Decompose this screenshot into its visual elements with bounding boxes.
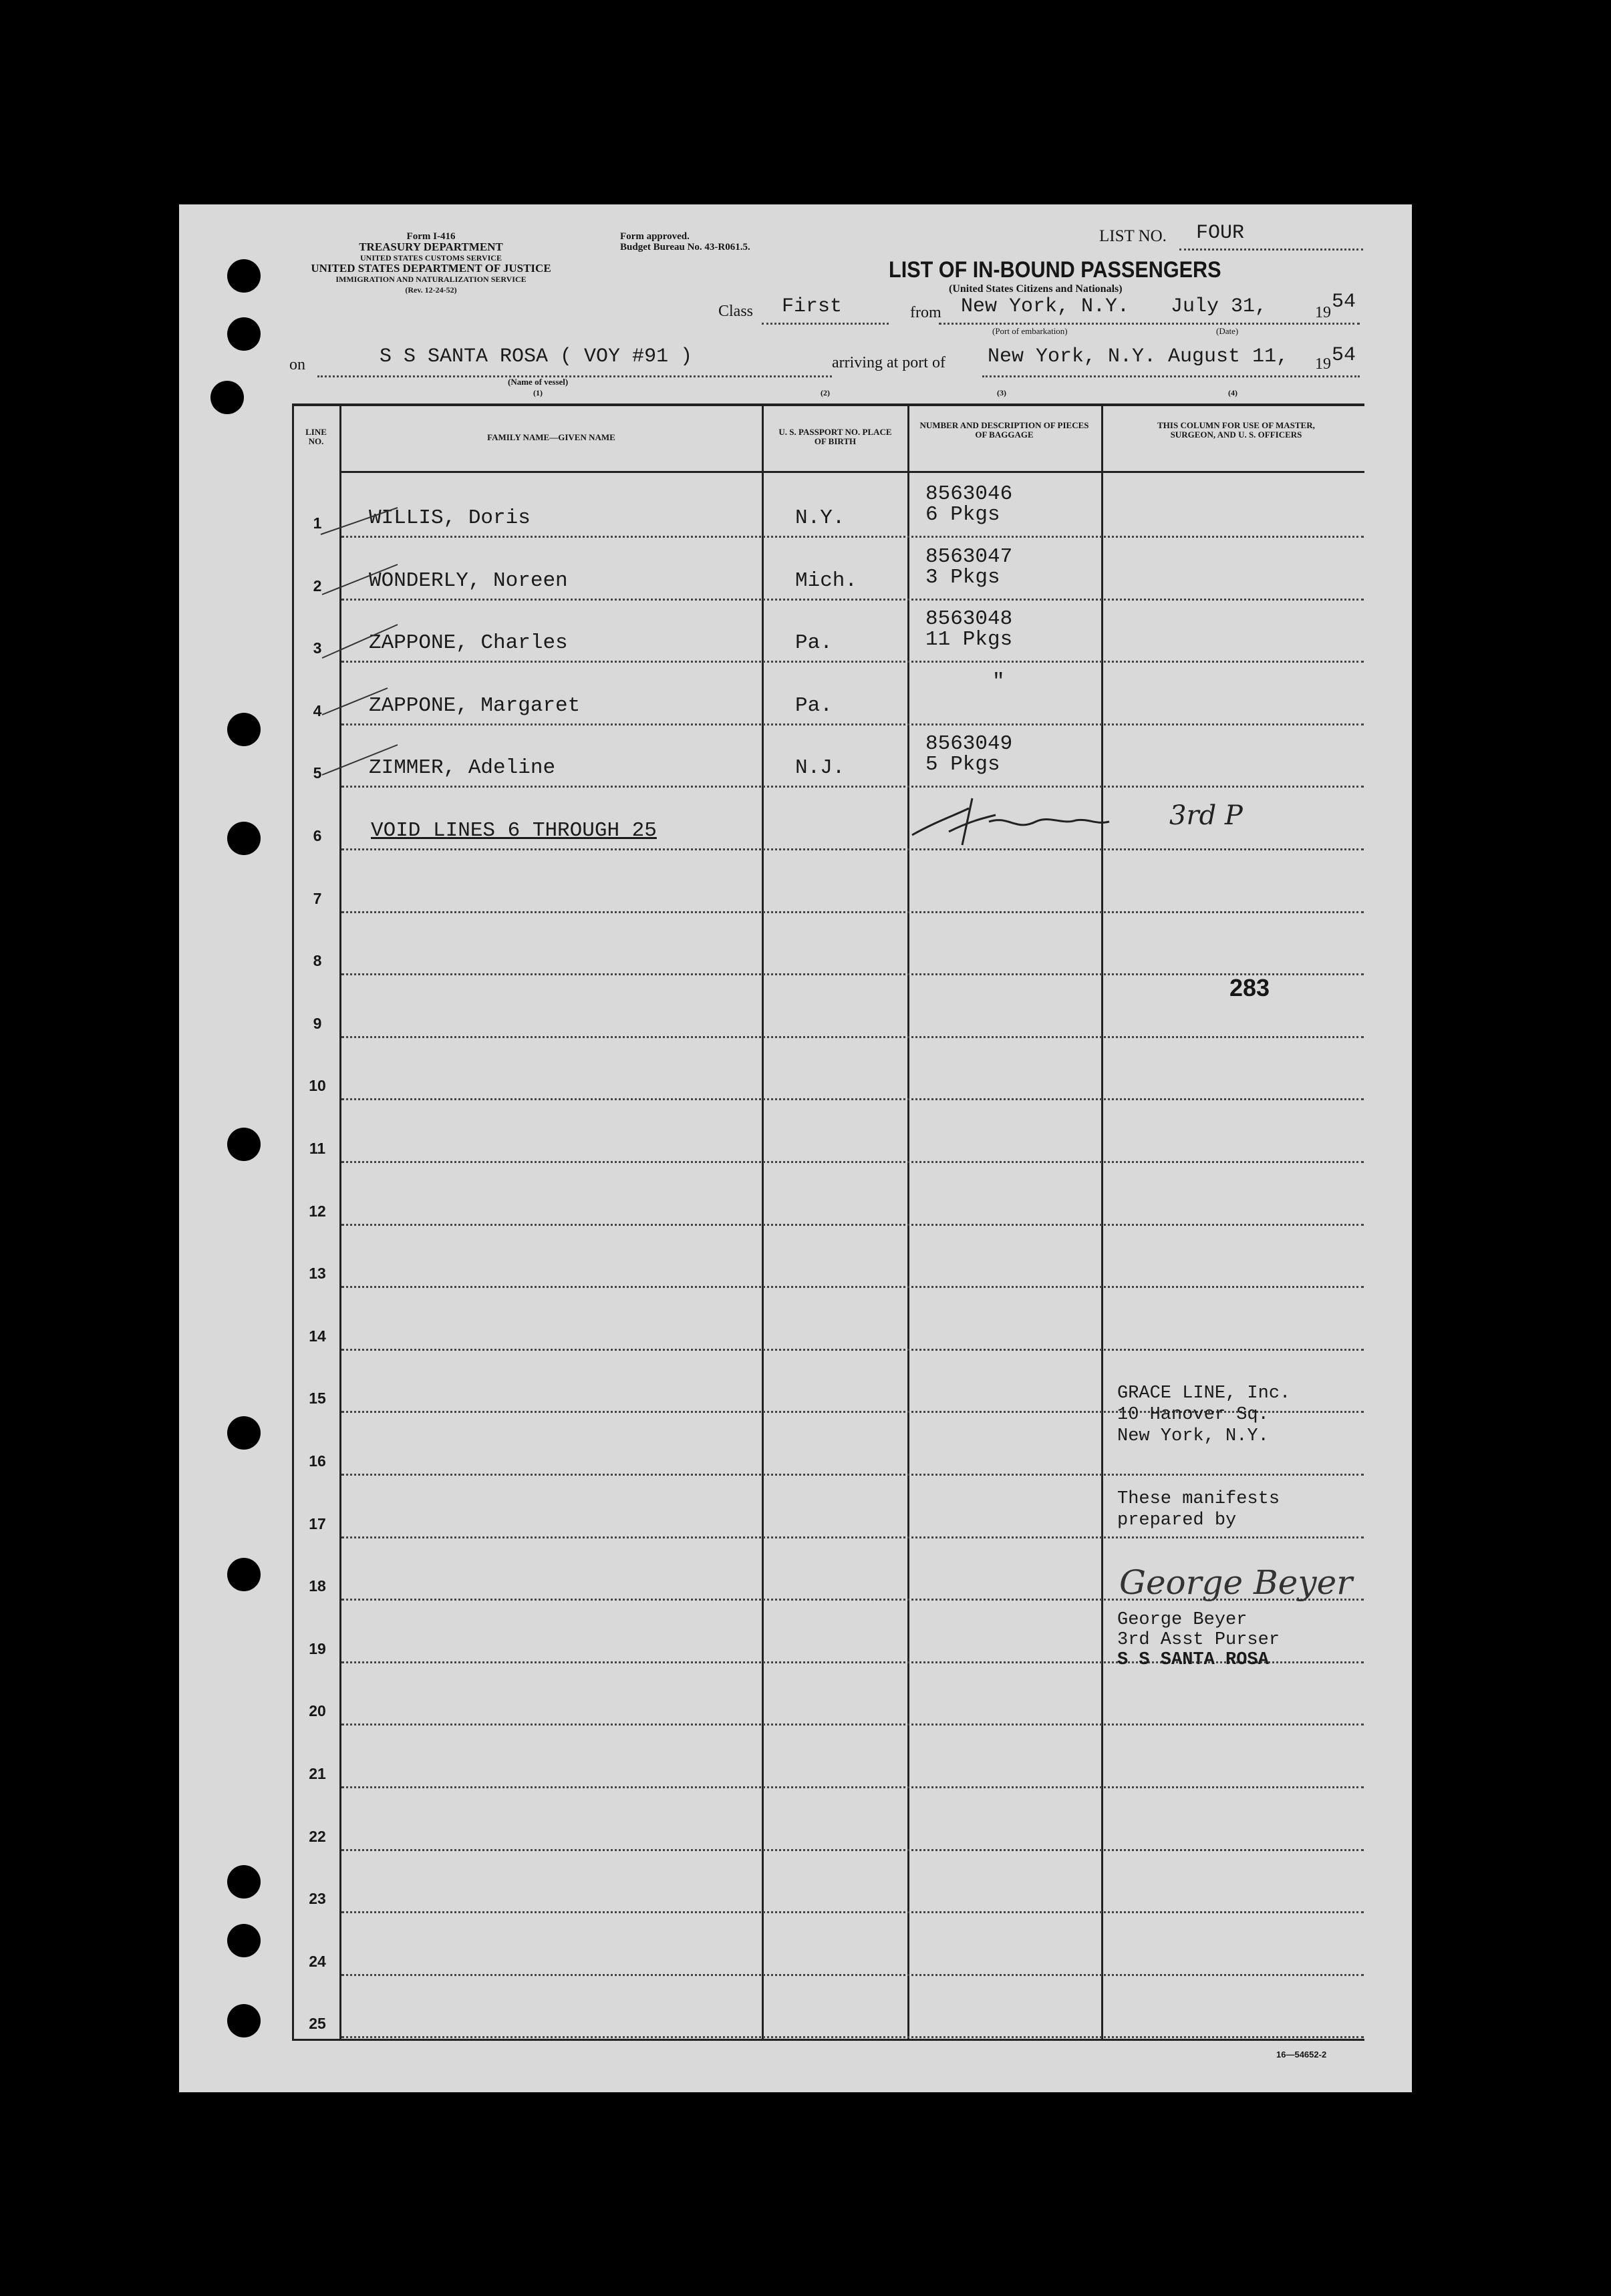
baggage-number: 8563047	[925, 545, 1013, 568]
form-approved: Form approved.	[620, 231, 690, 242]
line-number: 7	[313, 890, 322, 907]
agent-address1: 10 Hanover Sq.	[1117, 1405, 1269, 1425]
caption-2: (2)	[821, 388, 830, 397]
punch-hole	[227, 1558, 261, 1591]
vessel-caption: (Name of vessel)	[508, 377, 569, 387]
purser-vessel: S S SANTA ROSA	[1117, 1650, 1269, 1670]
rev-label: (Rev. 12-24-52)	[405, 285, 457, 295]
page-title: LIST OF IN-BOUND PASSENGERS	[889, 257, 1221, 283]
col-name: FAMILY NAME—GIVEN NAME	[487, 432, 615, 442]
line-number: 23	[309, 1890, 326, 1907]
line-number: 19	[309, 1640, 326, 1657]
arriving-label: arriving at port of	[832, 354, 945, 371]
arrival-line	[982, 375, 1360, 377]
place-of-birth: N.J.	[795, 756, 845, 780]
passenger-name: WILLIS, Doris	[369, 506, 531, 530]
line-number: 18	[309, 1577, 326, 1595]
passport-col-rule	[907, 403, 909, 2041]
passenger-name: ZAPPONE, Charles	[369, 631, 568, 655]
approval-block	[620, 231, 750, 253]
row-line	[341, 599, 1364, 601]
passenger-name: ZAPPONE, Margaret	[369, 694, 581, 717]
punch-hole	[227, 1128, 261, 1161]
row-line	[341, 723, 1364, 725]
row-line	[341, 1098, 1364, 1100]
line-number: 11	[309, 1140, 326, 1157]
row-line	[341, 1724, 1364, 1726]
arrival-year: 54	[1332, 344, 1356, 367]
baggage-number: 8563048	[925, 607, 1013, 631]
purser-name: George Beyer	[1117, 1610, 1248, 1630]
port-caption: (Port of embarkation)	[992, 326, 1068, 336]
line-number: 6	[313, 827, 322, 844]
prepared-line1: These manifests	[1117, 1489, 1280, 1509]
list-no-value: FOUR	[1196, 222, 1245, 244]
checkmarks	[314, 494, 408, 788]
table-top-rule	[292, 403, 1364, 406]
place-of-birth: Pa.	[795, 631, 833, 655]
arrival-port-date: New York, N.Y. August 11,	[988, 345, 1289, 368]
col-line-no: LINE NO.	[305, 427, 327, 446]
from-year: 54	[1332, 291, 1356, 313]
punch-hole	[210, 381, 244, 414]
from-date: July 31,	[1171, 295, 1268, 318]
table-bottom-rule	[292, 2039, 1364, 2041]
line-number: 4	[313, 702, 322, 719]
caption-4: (4)	[1228, 388, 1237, 397]
vessel-line	[317, 375, 832, 377]
line-number: 22	[309, 1828, 326, 1845]
row-line	[341, 1474, 1364, 1476]
place-of-birth: Pa.	[795, 694, 833, 717]
baggage-number: 8563049	[925, 732, 1013, 756]
row-line	[341, 1536, 1364, 1538]
row-line	[341, 1911, 1364, 1913]
prepared-block	[1117, 1488, 1280, 1531]
punch-hole	[227, 1416, 261, 1450]
row-line	[341, 1286, 1364, 1288]
baggage-description: 6 Pkgs	[925, 503, 1000, 526]
row-line	[341, 661, 1364, 663]
row-line	[341, 1786, 1364, 1788]
row-line	[341, 536, 1364, 538]
baggage-description: 3 Pkgs	[925, 566, 1000, 589]
baggage-description: 11 Pkgs	[925, 628, 1013, 651]
row-line	[341, 848, 1364, 850]
manifest-page	[179, 204, 1412, 2092]
punch-hole	[227, 259, 261, 293]
line-number: 24	[309, 1953, 326, 1970]
line-number: 2	[313, 577, 322, 595]
void-note: VOID LINES 6 THROUGH 25	[371, 819, 657, 842]
purser-block	[1117, 1610, 1280, 1670]
line-number: 15	[309, 1389, 326, 1407]
row-line	[341, 1161, 1364, 1163]
class-value: First	[782, 295, 843, 318]
table-header-rule	[339, 471, 1364, 473]
handwritten-scribble	[909, 795, 1196, 855]
line-number: 5	[313, 764, 322, 782]
row-line	[341, 973, 1364, 975]
handwritten-note: 3rd P	[1169, 800, 1243, 831]
page-subtitle: (United States Citizens and Nationals)	[949, 283, 1123, 295]
line-number: 10	[309, 1077, 326, 1094]
agent-company: GRACE LINE, Inc.	[1117, 1383, 1291, 1404]
line-number: 9	[313, 1015, 322, 1032]
line-number: 25	[309, 2015, 326, 2032]
baggage-col-rule	[1101, 403, 1103, 2041]
from-line	[939, 323, 1360, 325]
line-number: 13	[309, 1265, 326, 1282]
row-line	[341, 1349, 1364, 1351]
line-number: 16	[309, 1452, 326, 1470]
from-port: New York, N.Y.	[961, 295, 1130, 318]
col-passport: U. S. PASSPORT NO. PLACE OF BIRTH	[778, 427, 892, 446]
passenger-name: ZIMMER, Adeline	[369, 756, 556, 780]
row-line	[341, 1849, 1364, 1851]
line-number: 17	[309, 1515, 326, 1532]
form-number: Form I-416	[406, 231, 456, 242]
passenger-name: WONDERLY, Noreen	[369, 569, 568, 593]
row-line	[341, 911, 1364, 913]
class-line	[762, 323, 889, 325]
line-number: 21	[309, 1765, 326, 1782]
row-line	[341, 786, 1364, 788]
agent-address2: New York, N.Y.	[1117, 1426, 1269, 1446]
on-label: on	[289, 356, 305, 373]
stamp-number: 283	[1229, 974, 1270, 1001]
from-label: from	[910, 304, 941, 321]
ins-label: IMMIGRATION AND NATURALIZATION SERVICE	[335, 275, 527, 284]
line-number: 3	[313, 639, 322, 657]
punch-hole	[227, 1865, 261, 1899]
punch-hole	[227, 822, 261, 855]
col-officers: THIS COLUMN FOR USE OF MASTER, SURGEON, AND U. S. OFFICERS	[1157, 420, 1315, 440]
agent-block	[1117, 1383, 1290, 1447]
arrival-year-prefix: 19	[1315, 355, 1331, 373]
prepared-line2: prepared by	[1117, 1510, 1237, 1530]
punch-hole	[227, 713, 261, 746]
row-line	[341, 1036, 1364, 1038]
caption-1: (1)	[533, 388, 543, 397]
customs-label: UNITED STATES CUSTOMS SERVICE	[360, 253, 502, 263]
line-number: 12	[309, 1202, 326, 1220]
footer-code: 16—54652-2	[1276, 2049, 1327, 2060]
budget-number: Budget Bureau No. 43-R061.5.	[620, 242, 750, 253]
purser-title: 3rd Asst Purser	[1117, 1630, 1280, 1650]
line-number: 8	[313, 952, 322, 969]
row-line	[341, 2036, 1364, 2038]
vessel-name: S S SANTA ROSA ( VOY #91 )	[380, 345, 693, 368]
baggage-number: 8563046	[925, 482, 1013, 506]
justice-label: UNITED STATES DEPARTMENT OF JUSTICE	[311, 262, 551, 275]
agency-block	[281, 231, 581, 295]
row-line	[341, 1974, 1364, 1976]
punch-hole	[227, 1924, 261, 1957]
baggage-description: 5 Pkgs	[925, 753, 1000, 776]
row-line	[341, 1224, 1364, 1226]
treasury-label: TREASURY DEPARTMENT	[359, 240, 503, 253]
caption-3: (3)	[997, 388, 1006, 397]
punch-hole	[227, 317, 261, 351]
baggage-number: "	[992, 670, 1005, 693]
list-no-line	[1179, 249, 1363, 251]
punch-hole	[227, 2004, 261, 2037]
date-caption: (Date)	[1216, 326, 1239, 336]
col-baggage: NUMBER AND DESCRIPTION OF PIECES OF BAGGAGE	[919, 420, 1089, 440]
place-of-birth: N.Y.	[795, 506, 845, 530]
place-of-birth: Mich.	[795, 569, 858, 593]
purser-signature: George Beyer	[1119, 1563, 1353, 1602]
line-number: 14	[309, 1327, 326, 1345]
line-number: 20	[309, 1702, 326, 1719]
class-label: Class	[718, 303, 754, 320]
from-year-prefix: 19	[1315, 304, 1331, 321]
list-no-label: LIST NO.	[1099, 227, 1167, 245]
line-number: 1	[313, 514, 322, 532]
name-col-rule	[762, 403, 764, 2041]
